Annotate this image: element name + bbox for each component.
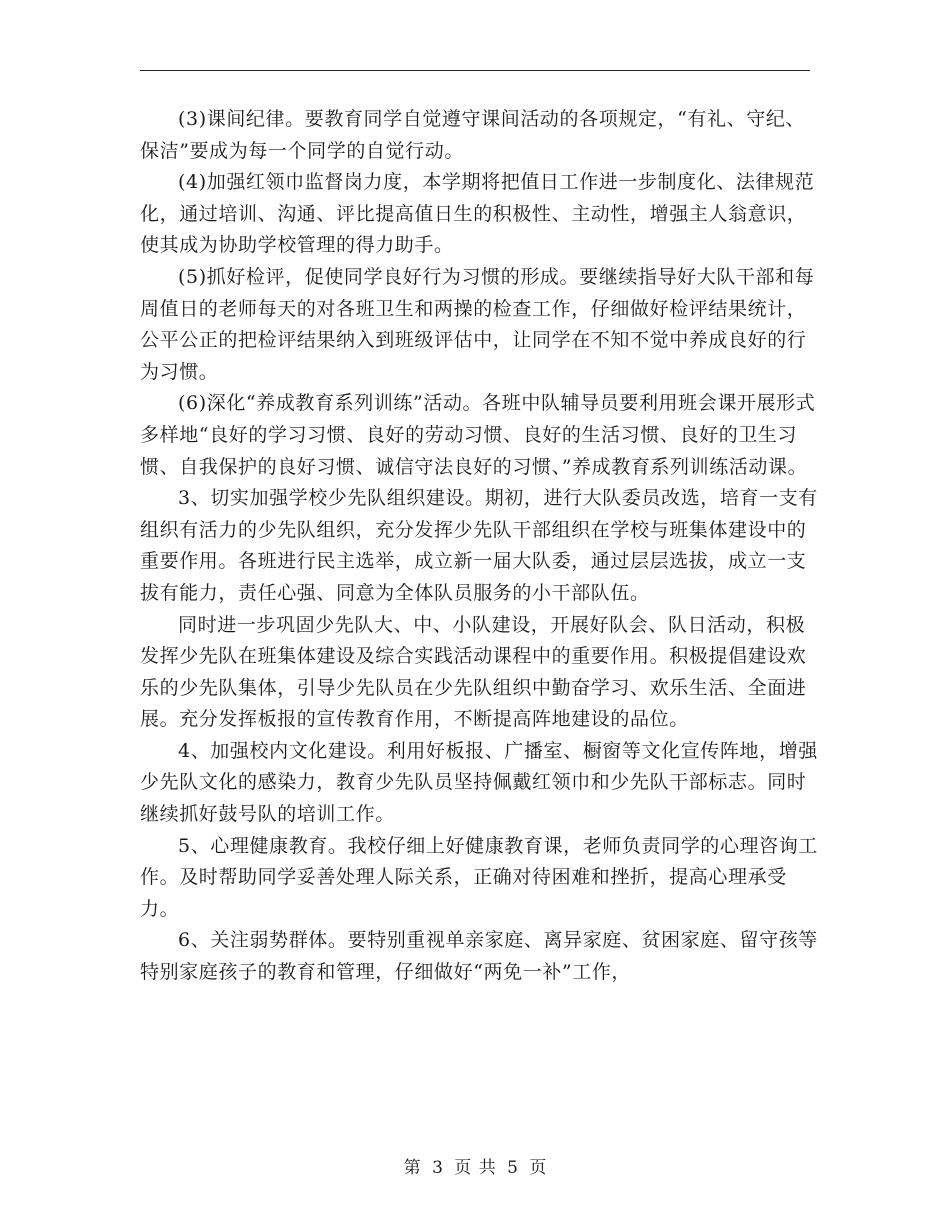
footer-middle: 页 共 xyxy=(454,1158,496,1178)
paragraph-section-5: 5、心理健康教育。我校仔细上好健康教育课，老师负责同学的心理咨询工作。及时帮助同学妥善处理人际关系，正确对待困难和挫折，提高心理承受力。 xyxy=(140,834,818,920)
header-rule xyxy=(140,70,810,71)
footer-page-number: 3 xyxy=(432,1158,443,1178)
paragraph-item-5: (5)抓好检评，促使同学良好行为习惯的形成。要继续指导好大队干部和每周值日的老师每天的对各班卫生和两操的检查工作，仔细做好检评结果统计，公平公正的把检评结果纳入到班级评估中，让同学在不知不觉中养成良好的行为习惯。 xyxy=(140,265,815,383)
document-body xyxy=(140,104,820,989)
footer-total-pages: 5 xyxy=(507,1158,518,1178)
page-footer xyxy=(0,1153,950,1178)
paragraph-item-4: (4)加强红领巾监督岗力度，本学期将把值日工作进一步制度化、法律规范化，通过培训、沟通、评比提高值日生的积极性、主动性，增强主人翁意识，使其成为协助学校管理的得力助手。 xyxy=(140,171,815,257)
paragraph-item-6: (6)深化“养成教育系列训练”活动。各班中队辅导员要利用班会课开展形式多样地“良好的学习习惯、良好的劳动习惯、良好的生活习惯、良好的卫生习惯、自我保护的良好习惯、诚信守法良好的习惯、”养成教育系列训练活动课。 xyxy=(140,392,816,478)
footer-suffix: 页 xyxy=(529,1158,547,1178)
paragraph-section-4: 4、加强校内文化建设。利用好板报、广播室、橱窗等文化宣传阵地，增强少先队文化的感染力，教育少先队员坚持佩戴红领巾和少先队干部标志。同时继续抓好鼓号队的培训工作。 xyxy=(140,739,818,826)
paragraph-section-3: 3、切实加强学校少先队组织建设。期初，进行大队委员改选，培育一支有组织有活力的少先队组织，充分发挥少先队干部组织在学校与班集体建设中的重要作用。各班进行民主选举，成立新一届大队委，通过层层选拔，成立一支拔有能力，责任心强、同意为全体队员服务的小干部队伍。 xyxy=(140,487,818,604)
footer-prefix: 第 xyxy=(403,1158,421,1178)
paragraph-item-3: (3)课间纪律。要教育同学自觉遵守课间活动的各项规定，“有礼、守纪、保洁”要成为每一个同学的自觉行动。 xyxy=(140,108,806,162)
paragraph-section-6: 6、关注弱势群体。要特别重视单亲家庭、离异家庭、贫困家庭、留守孩等特别家庭孩子的教育和管理，仔细做好“两免一补”工作， xyxy=(140,929,818,984)
paragraph-section-3-cont: 同时进一步巩固少先队大、中、小队建设，开展好队会、队日活动，积极发挥少先队在班集体建设及综合实践活动课程中的重要作用。积极提倡建设欢乐的少先队集体，引导少先队员在少先队组织中勤奋学习、欢乐生活、全面进展。充分发挥板报的宣传教育作用，不断提高阵地建设的品位。 xyxy=(140,613,807,731)
